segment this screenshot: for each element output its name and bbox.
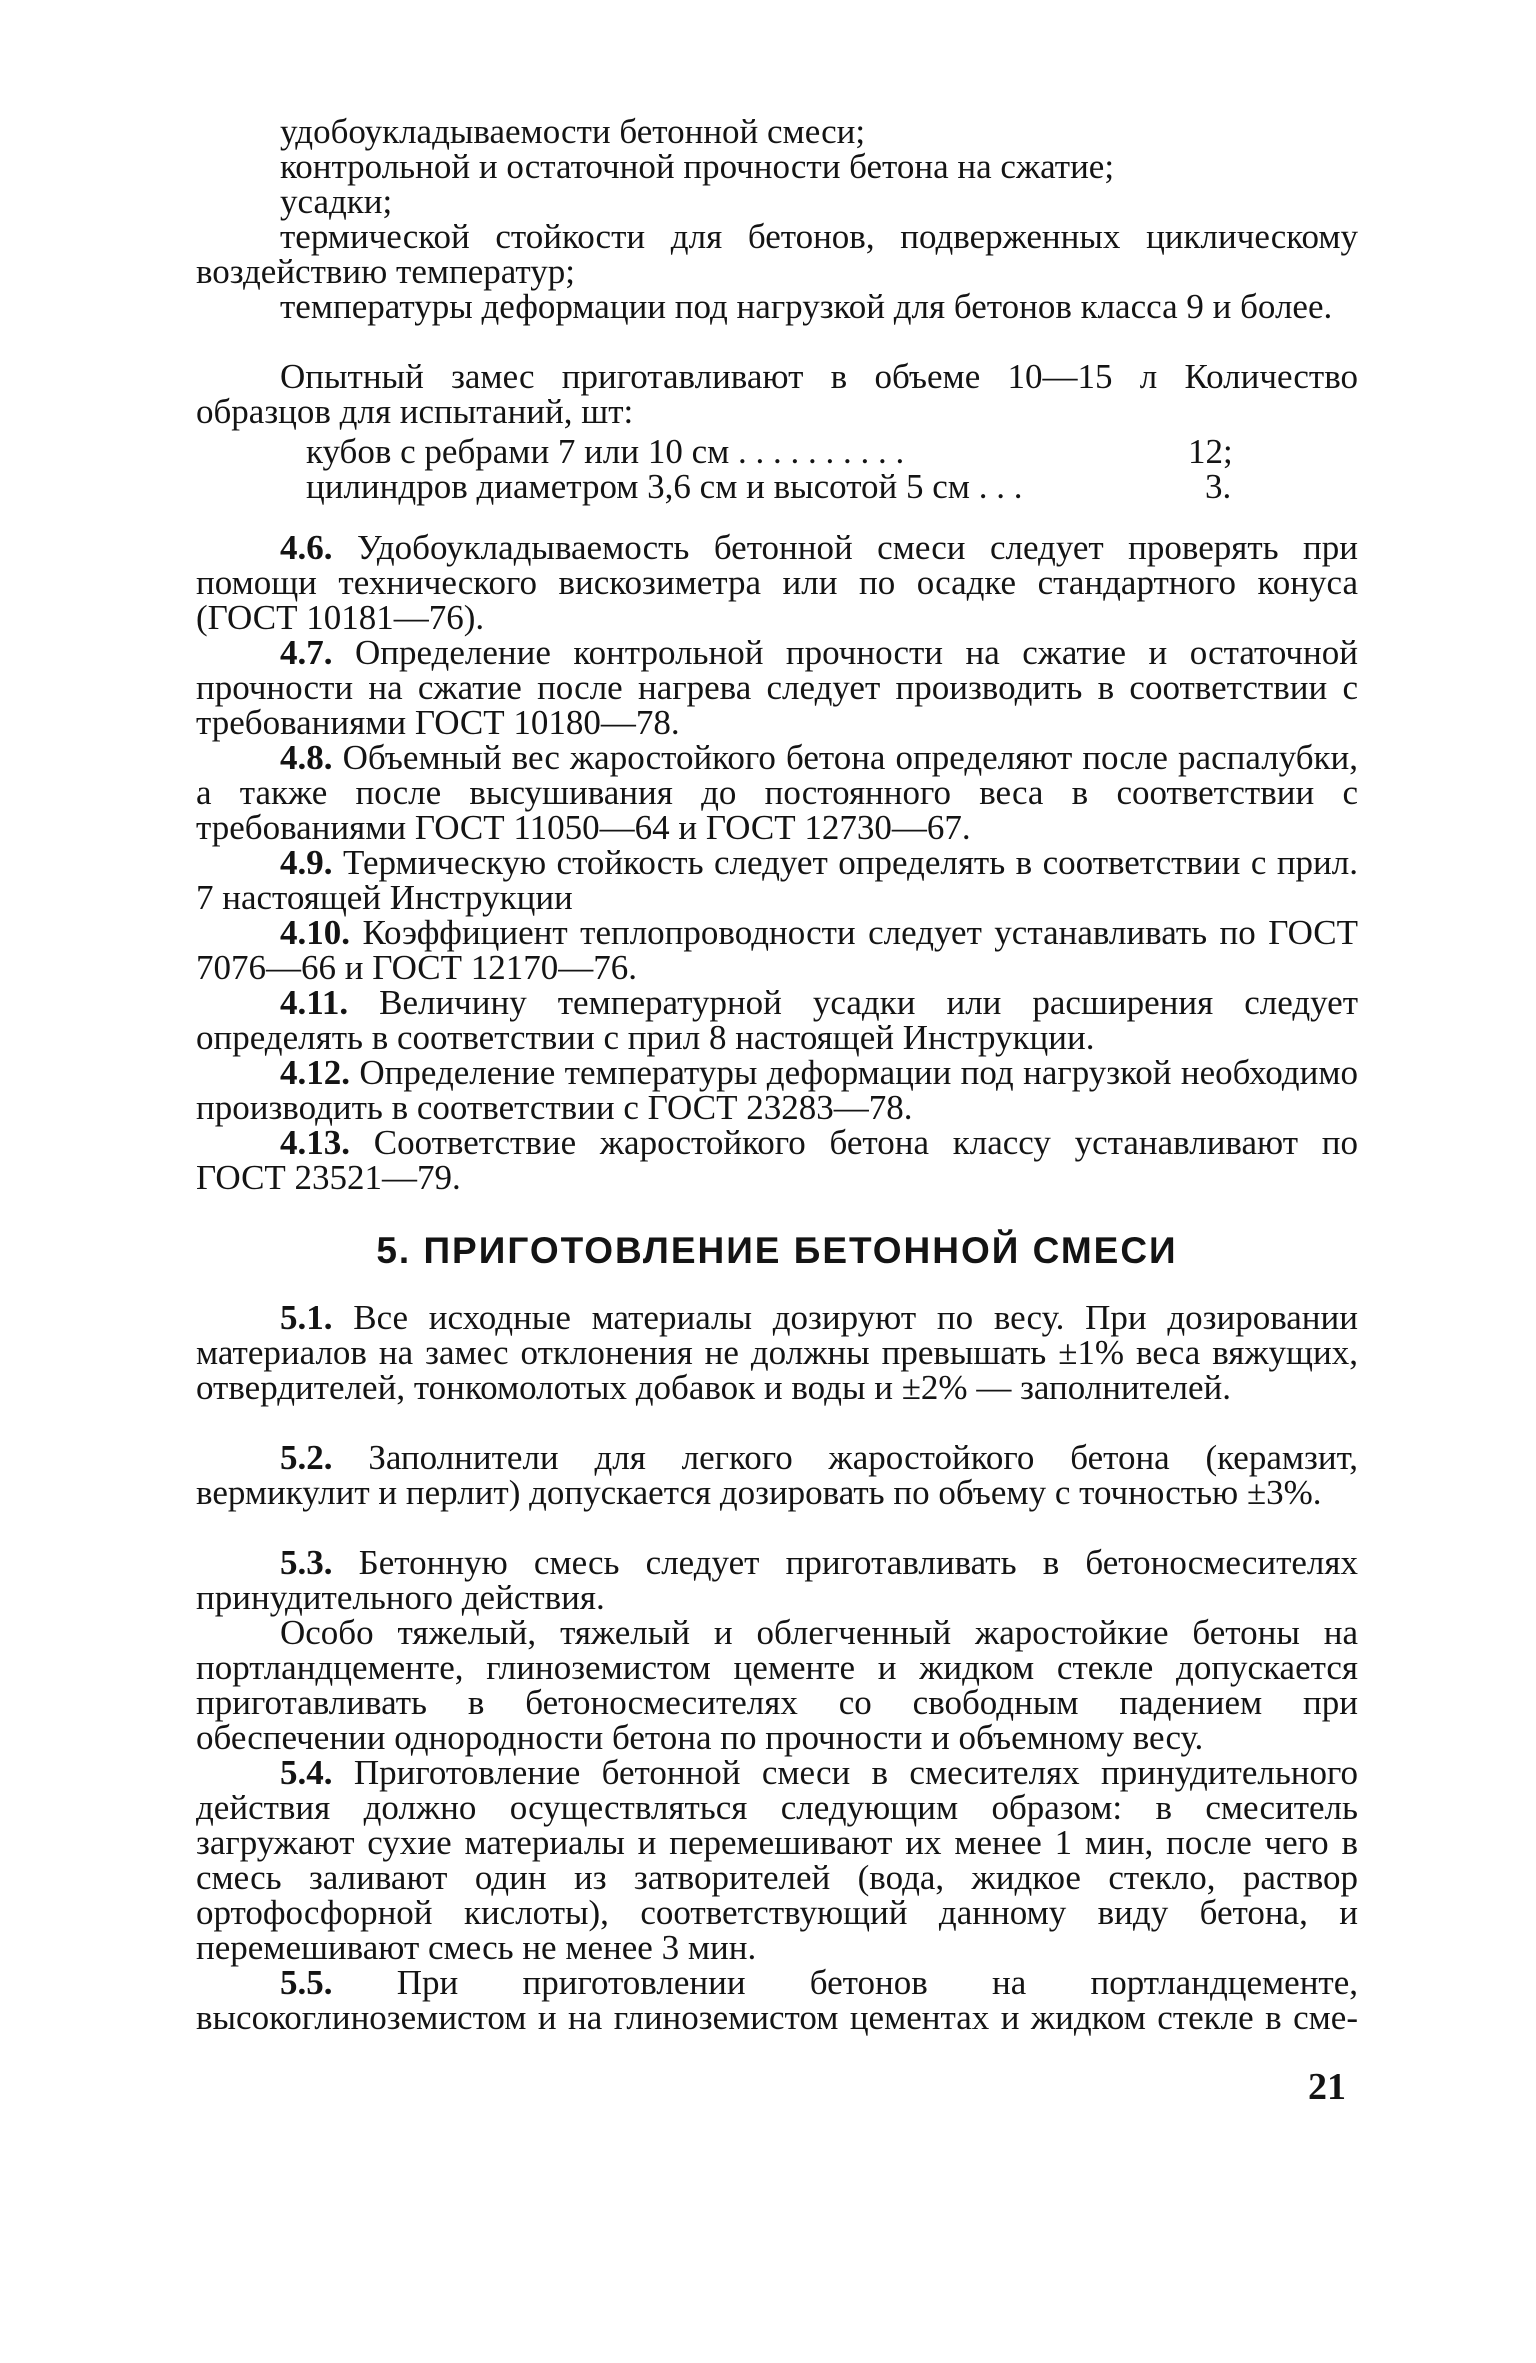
clause-4-10 [196, 915, 1358, 985]
clause-text: Заполнители для легкого жаростойкого бетона (керамзит, вермикулит и перлит) допускается дозировать по объему с точностью ±3%. [196, 1438, 1358, 1512]
clause-text: Приготовление бетонной смеси в смесителях принудительного действия должно осуществляться следующим образом: в смеситель загружают сухие материалы и перемешивают их менее 1 мин, после чего в смесь заливают один из затворителей (вода, жидкое стекло, раствор ортофосфорной кислоты), соответствующий данному виду бетона, и перемешивают смесь не менее 3 мин. [196, 1753, 1358, 1967]
clause-number: 5.2. [280, 1438, 333, 1477]
clause-4-8 [196, 740, 1358, 845]
clause-number: 4.6. [280, 528, 333, 567]
clause-text: Соответствие жаростойкого бетона классу устанавливают по ГОСТ 23521—79. [196, 1123, 1358, 1197]
list-item-deformation-temperature [196, 289, 1358, 359]
clause-number: 4.10. [280, 913, 350, 952]
list-item-text: контрольной и остаточной прочности бетона на сжатие; [280, 147, 1115, 186]
clause-text: Определение контрольной прочности на сжатие и остаточной прочности на сжатие после нагрева следует производить в соответствии с требованиями ГОСТ 10180—78. [196, 633, 1358, 742]
clause-5-3-note [196, 1615, 1358, 1755]
list-item-text: удобоукладываемости бетонной смеси; [280, 112, 866, 151]
clause-number: 4.9. [280, 843, 333, 882]
clause-5-1 [196, 1300, 1358, 1440]
clause-text: Коэффициент теплопроводности следует устанавливать по ГОСТ 7076—66 и ГОСТ 12170—76. [196, 913, 1358, 987]
clause-number: 4.13. [280, 1123, 350, 1162]
clause-number: 4.7. [280, 633, 333, 672]
clause-number: 5.1. [280, 1298, 333, 1337]
clause-5-5 [196, 1965, 1358, 2035]
clause-number: 4.12. [280, 1053, 350, 1092]
clause-5-4 [196, 1755, 1358, 1965]
specimen-cylinders-label: цилиндров диаметром 3,6 см и высотой 5 см . . . [306, 467, 1023, 506]
clause-5-3 [196, 1545, 1358, 1615]
clause-4-9 [196, 845, 1358, 915]
clause-number: 5.5. [280, 1963, 333, 2002]
clause-number: 5.4. [280, 1753, 333, 1792]
clause-text: Величину температурной усадки или расширения следует определять в соответствии с прил 8 настоящей Инструкции. [196, 983, 1358, 1057]
intro-paragraph [196, 359, 1358, 429]
list-item-text: термической стойкости для бетонов, подверженных циклическому воздействию температур; [196, 217, 1358, 291]
page-number: 21 [1308, 2066, 1346, 2108]
clause-4-7 [196, 635, 1358, 740]
specimen-cubes-count: 12; [1188, 432, 1233, 471]
list-item-text: усадки; [280, 182, 393, 221]
clause-text: Все исходные материалы дозируют по весу. При дозировании материалов на замес отклонения не должны превышать ±1% веса вяжущих, отвердителей, тонкомолотых добавок и воды и ±2% — заполнителей. [196, 1298, 1358, 1407]
clause-number: 5.3. [280, 1543, 333, 1582]
paragraph-text: Опытный замес приготавливают в объеме 10—15 л Количество образцов для испытаний, шт: [196, 357, 1358, 431]
clause-number: 4.11. [280, 983, 349, 1022]
clause-4-12 [196, 1055, 1358, 1125]
clause-text: Бетонную смесь следует приготавливать в бетоносмесителях принудительного действия. [196, 1543, 1358, 1617]
specimen-cylinders-count: 3. [1205, 467, 1232, 506]
clause-text: При приготовлении бетонов на портландцементе, высокоглиноземистом и на глиноземистом цементах и жидком стекле в сме- [196, 1963, 1359, 2037]
clause-text: Определение температуры деформации под нагрузкой необходимо производить в соответствии с ГОСТ 23283—78. [196, 1053, 1358, 1127]
specimen-cubes-label: кубов с ребрами 7 или 10 см . . . . . . . . . . [306, 432, 905, 471]
clause-4-11 [196, 985, 1358, 1055]
clause-text: Особо тяжелый, тяжелый и облегченный жаростойкие бетоны на портландцементе, глиноземистом цементе и жидком стекле допускается приготавливать в бетоносмесителях со свободным падением при обеспечении однородности бетона по прочности и объемному весу. [196, 1613, 1358, 1757]
clause-4-13 [196, 1125, 1358, 1195]
list-item-thermal-resistance [196, 219, 1358, 289]
clause-5-2 [196, 1440, 1358, 1545]
clause-4-6 [196, 530, 1358, 635]
clause-text: Объемный вес жаростойкого бетона определяют после распалубки, а также после высушивания до постоянного веса в соответствии с требованиями ГОСТ 11050—64 и ГОСТ 12730—67. [196, 738, 1358, 847]
clause-text: Термическую стойкость следует определять в соответствии с прил. 7 настоящей Инструкции [196, 843, 1359, 917]
clause-text: Удобоукладываемость бетонной смеси следует проверять при помощи технического вискозиметра или по осадке стандартного конуса (ГОСТ 10181—76). [196, 528, 1358, 637]
clause-number: 4.8. [280, 738, 333, 777]
list-item-text: температуры деформации под нагрузкой для бетонов класса 9 и более. [280, 287, 1333, 326]
section-heading: 5. ПРИГОТОВЛЕНИЕ БЕТОННОЙ СМЕСИ [376, 1230, 1178, 1271]
